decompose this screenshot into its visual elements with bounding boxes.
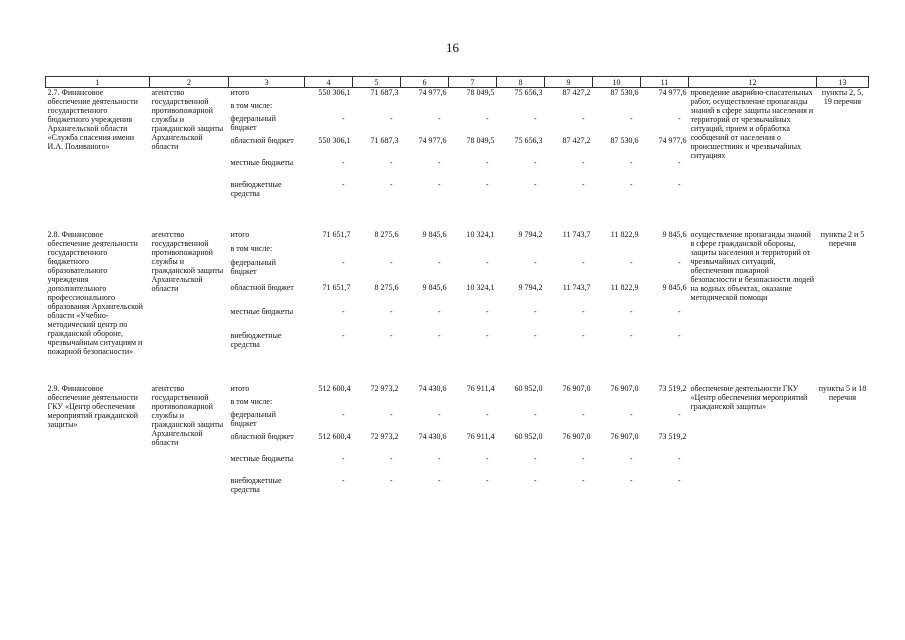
value-regional: 76 907,0 [610, 431, 639, 441]
value-dash: - [341, 258, 345, 268]
header-col: 9 [545, 77, 593, 88]
value-regional: 9 794,2 [518, 282, 543, 292]
value-dash: - [485, 258, 489, 268]
value-dash: - [581, 157, 585, 167]
funding-source-label: федеральный бюджет [230, 113, 276, 132]
value-dash: - [485, 179, 489, 189]
value-dash: - [341, 113, 345, 123]
value-dash: - [389, 331, 393, 341]
funding-source-label: федеральный бюджет [230, 258, 276, 277]
value-regional: 74 977,6 [658, 135, 687, 145]
empty-cell [449, 397, 497, 410]
value-dash: - [533, 113, 537, 123]
value-regional: 9 845,6 [662, 282, 687, 292]
header-col: 2 [150, 77, 229, 88]
value-dash: - [533, 157, 537, 167]
value-dash: - [485, 331, 489, 341]
value-total: 60 952,0 [514, 383, 543, 393]
value-total: 74 977,6 [418, 88, 447, 97]
value-dash: - [581, 113, 585, 123]
block-spacer [46, 356, 869, 384]
header-col: 6 [401, 77, 449, 88]
value-dash: - [581, 331, 585, 341]
value-total: 71 687,3 [370, 88, 399, 97]
value-regional: 71 651,7 [322, 282, 351, 292]
value-dash: - [341, 306, 345, 316]
value-dash: - [581, 453, 585, 463]
value-dash: - [437, 475, 441, 485]
empty-cell [641, 244, 689, 258]
funding-source-label: в том числе: [230, 243, 273, 253]
value-dash: - [533, 331, 537, 341]
header-col: 5 [353, 77, 401, 88]
value-dash: - [341, 475, 345, 485]
header-col: 7 [449, 77, 497, 88]
value-dash: - [341, 157, 345, 167]
value-dash: - [533, 409, 537, 419]
value-total: 75 656,3 [514, 88, 543, 97]
expected-result: проведение аварийно-спасательных работ, осуществление пропаганды знаний в сфере защиты населения и территорий от чрезвычайных ситуаций, прием и обработка сообщений от населения о происшествиях и чрезвычайных ситуациях [690, 88, 814, 160]
value-dash: - [437, 306, 441, 316]
value-regional: 550 306,1 [318, 135, 351, 145]
value-regional: 8 275,6 [374, 282, 399, 292]
value-dash: - [389, 113, 393, 123]
value-dash: - [581, 258, 585, 268]
value-dash: - [581, 179, 585, 189]
funding-source-label: внебюджетные средства [230, 331, 282, 350]
value-regional: 74 430,6 [418, 431, 447, 441]
value-dash: - [629, 306, 633, 316]
value-dash: - [677, 157, 681, 167]
program-table [45, 76, 869, 498]
empty-cell [641, 101, 689, 114]
value-total: 74 430,6 [418, 383, 447, 393]
funding-source-label: внебюджетные средства [230, 179, 282, 198]
empty-cell [545, 101, 593, 114]
value-dash: - [581, 475, 585, 485]
empty-cell [401, 101, 449, 114]
funding-source-label: итого [230, 229, 250, 239]
value-regional: 11 822,9 [610, 282, 639, 292]
value-dash: - [341, 409, 345, 419]
value-total: 11 743,7 [562, 229, 591, 239]
value-regional: 72 973,2 [370, 431, 399, 441]
value-dash: - [389, 409, 393, 419]
value-dash: - [389, 258, 393, 268]
value-dash: - [533, 258, 537, 268]
funding-source-label: в том числе: [230, 100, 273, 110]
value-regional: 71 687,3 [370, 135, 399, 145]
value-dash: - [677, 113, 681, 123]
header-row [46, 77, 869, 88]
value-regional: 74 977,6 [418, 135, 447, 145]
value-dash: - [677, 475, 681, 485]
value-dash: - [629, 331, 633, 341]
value-total: 550 306,1 [318, 88, 351, 97]
measure-name: 2.9. Финансовое обеспечение деятельности ГКУ «Центр обеспечения мероприятий гражданской защиты» [47, 383, 138, 429]
funding-source-label: внебюджетные средства [230, 475, 282, 494]
funding-source-label: федеральный бюджет [230, 409, 276, 428]
value-total: 78 049,5 [466, 88, 495, 97]
funding-source-label: областной бюджет [230, 282, 294, 292]
value-total: 9 794,2 [518, 229, 543, 239]
value-dash: - [629, 453, 633, 463]
value-regional: 76 911,4 [466, 431, 495, 441]
value-dash: - [629, 475, 633, 485]
value-regional: 78 049,5 [466, 135, 495, 145]
measure-name: 2.7. Финансовое обеспечение деятельности государственного бюджетного учреждения Архангельской области «Служба спасения имени И.А. Поливаного» [47, 88, 138, 151]
measure-name: 2.8. Финансовое обеспечение деятельности государственного бюджетного образовательного учреждения дополнительного профессионального образования Архангельской области «Учебно-методический центр по гражданской обороне, чрезвычайным ситуациям и пожарной безопасности» [47, 229, 143, 356]
value-dash: - [389, 157, 393, 167]
header-col: 13 [817, 77, 869, 88]
empty-cell [497, 101, 545, 114]
empty-cell [353, 244, 401, 258]
value-dash: - [677, 258, 681, 268]
value-dash: - [485, 157, 489, 167]
value-dash: - [437, 157, 441, 167]
value-dash: - [485, 409, 489, 419]
empty-cell [641, 397, 689, 410]
value-dash: - [629, 113, 633, 123]
value-dash: - [533, 306, 537, 316]
header-col: 3 [229, 77, 305, 88]
value-total: 76 911,4 [466, 383, 495, 393]
value-dash: - [485, 113, 489, 123]
value-regional: 10 324,1 [466, 282, 495, 292]
value-total: 10 324,1 [466, 229, 495, 239]
value-total: 9 845,6 [662, 229, 687, 239]
expected-result: осуществление пропаганды знаний в сфере гражданской обороны, защиты населения и территорий от чрезвычайных ситуаций, обеспечения пожарной безопасности и безопасности людей на водных объектах, оказание методической помощи [690, 229, 815, 302]
list-reference: пункты 2, 5, 19 перечня [821, 88, 864, 106]
block-spacer [46, 202, 869, 230]
expected-result: обеспечение деятельности ГКУ «Центр обеспечения мероприятий гражданской защиты» [690, 383, 808, 411]
value-dash: - [437, 331, 441, 341]
value-dash: - [629, 179, 633, 189]
empty-cell [449, 101, 497, 114]
empty-cell [401, 244, 449, 258]
header-col: 4 [305, 77, 353, 88]
table-row [46, 230, 869, 244]
value-total: 73 519,2 [658, 383, 687, 393]
funding-source-label: в том числе: [230, 396, 273, 406]
value-dash: - [581, 409, 585, 419]
value-dash: - [629, 409, 633, 419]
value-regional: 9 845,6 [422, 282, 447, 292]
empty-cell [305, 244, 353, 258]
value-dash: - [437, 409, 441, 419]
value-dash: - [485, 453, 489, 463]
header-col: 11 [641, 77, 689, 88]
empty-cell [305, 101, 353, 114]
responsible-agency: агентство государственной противопожарной службы и гражданской защиты Архангельской области [151, 229, 224, 293]
value-dash: - [389, 179, 393, 189]
header-col: 10 [593, 77, 641, 88]
table-row [46, 384, 869, 397]
value-total: 87 427,2 [562, 88, 591, 97]
value-dash: - [389, 475, 393, 485]
value-dash: - [677, 306, 681, 316]
funding-source-label: итого [230, 88, 250, 97]
value-regional: 75 656,3 [514, 135, 543, 145]
value-dash: - [677, 453, 681, 463]
empty-cell [497, 397, 545, 410]
empty-cell [593, 101, 641, 114]
list-reference: пункты 2 и 5 перечня [820, 229, 865, 248]
value-total: 512 600,4 [318, 383, 351, 393]
value-total: 71 651,7 [322, 229, 351, 239]
value-regional: 11 743,7 [562, 282, 591, 292]
funding-source-label: областной бюджет [230, 431, 294, 441]
responsible-agency: агентство государственной противопожарной службы и гражданской защиты Архангельской области [151, 383, 224, 447]
value-dash: - [677, 409, 681, 419]
value-dash: - [677, 179, 681, 189]
funding-source-label: местные бюджеты [230, 306, 294, 316]
empty-cell [353, 397, 401, 410]
value-dash: - [533, 179, 537, 189]
table-body [46, 88, 869, 498]
value-dash: - [341, 179, 345, 189]
header-col: 8 [497, 77, 545, 88]
funding-source-label: местные бюджеты [230, 453, 294, 463]
header-col: 1 [46, 77, 150, 88]
value-dash: - [389, 453, 393, 463]
value-regional: 87 427,2 [562, 135, 591, 145]
empty-cell [353, 101, 401, 114]
value-total: 11 822,9 [610, 229, 639, 239]
value-regional: 60 952,0 [514, 431, 543, 441]
value-dash: - [533, 453, 537, 463]
value-regional: 512 600,4 [318, 431, 351, 441]
page-number: 16 [446, 40, 459, 55]
empty-cell [401, 397, 449, 410]
value-dash: - [485, 475, 489, 485]
empty-cell [593, 397, 641, 410]
value-total: 74 977,6 [658, 88, 687, 97]
value-dash: - [629, 157, 633, 167]
value-total: 76 907,0 [610, 383, 639, 393]
value-total: 87 530,6 [610, 88, 639, 97]
responsible-agency: агентство государственной противопожарной службы и гражданской защиты Архангельской области [151, 88, 224, 151]
value-dash: - [677, 331, 681, 341]
value-regional: 87 530,6 [610, 135, 639, 145]
value-dash: - [533, 475, 537, 485]
funding-source-label: областной бюджет [230, 135, 294, 145]
value-dash: - [437, 113, 441, 123]
value-dash: - [581, 306, 585, 316]
value-total: 9 845,6 [422, 229, 447, 239]
value-dash: - [437, 258, 441, 268]
empty-cell [449, 244, 497, 258]
funding-source-label: местные бюджеты [230, 157, 294, 167]
funding-source-label: итого [230, 383, 250, 393]
value-regional: 73 519,2 [658, 431, 687, 441]
empty-cell [593, 244, 641, 258]
value-dash: - [341, 453, 345, 463]
value-dash: - [629, 258, 633, 268]
value-dash: - [485, 306, 489, 316]
empty-cell [545, 244, 593, 258]
empty-cell [305, 397, 353, 410]
value-total: 8 275,6 [374, 229, 399, 239]
value-total: 72 973,2 [370, 383, 399, 393]
value-dash: - [437, 179, 441, 189]
empty-cell [497, 244, 545, 258]
empty-cell [545, 397, 593, 410]
value-dash: - [437, 453, 441, 463]
value-total: 76 907,0 [562, 383, 591, 393]
header-col: 12 [689, 77, 817, 88]
value-regional: 76 907,0 [562, 431, 591, 441]
value-dash: - [389, 306, 393, 316]
table-row [46, 88, 869, 101]
list-reference: пункты 5 и 18 перечня [818, 383, 867, 402]
value-dash: - [341, 331, 345, 341]
